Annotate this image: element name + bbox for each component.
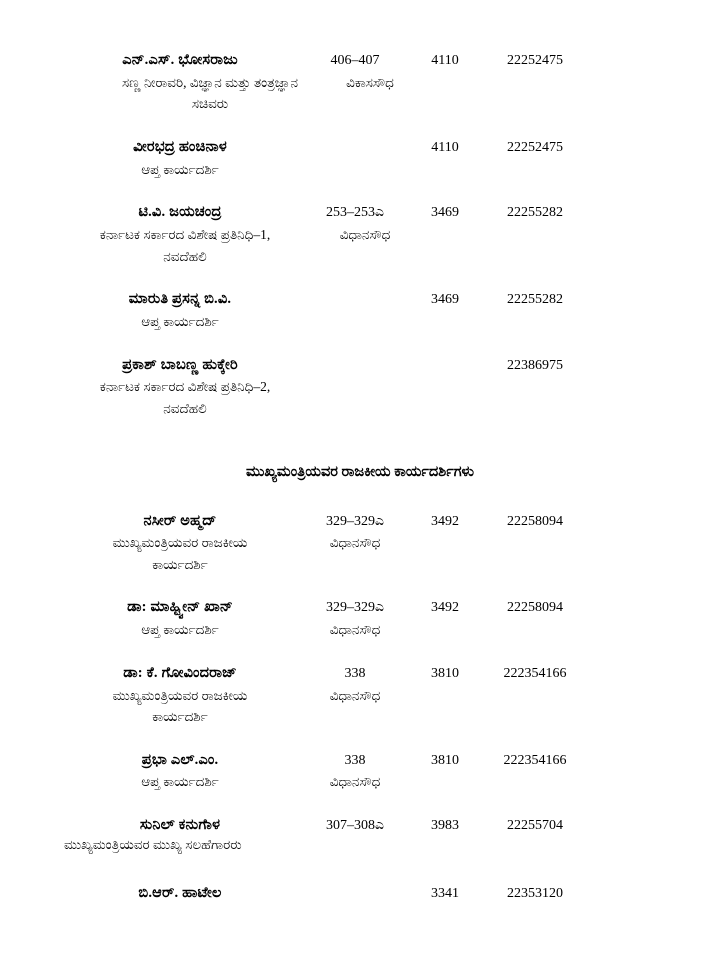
- designation-line: ಮುಖ್ಯಮಂತ್ರಿಯವರ ರಾಜಕೀಯ: [112, 687, 248, 703]
- directory-entry: [60, 883, 660, 905]
- entry-detail-row: [60, 837, 660, 853]
- spacer: [60, 575, 660, 597]
- designation: ಆಪ್ತ ಕಾರ್ಯದರ್ಶಿ: [141, 161, 219, 177]
- phone-number: 22255704: [507, 818, 563, 834]
- phone-number: 22353120: [507, 885, 563, 901]
- phone-number: 22252475: [507, 53, 563, 68]
- extension-number: 3492: [431, 513, 459, 529]
- person-name: ನಸೀರ್ ಅಹ್ಮದ್: [143, 512, 217, 529]
- entry-detail-row: [60, 376, 660, 419]
- entry-detail-row: [60, 72, 660, 115]
- directory-entry: [60, 750, 660, 793]
- person-name: ಪ್ರಭಾ ಎಲ್.ಎಂ.: [141, 751, 219, 768]
- directory-entry: [60, 137, 660, 180]
- room-number: 253–253ಎ: [326, 205, 384, 221]
- spacer: [60, 728, 660, 750]
- extension-number: 3469: [431, 292, 459, 308]
- entry-header-row: [60, 202, 660, 224]
- spacer: [60, 180, 660, 202]
- directory-entry: [60, 663, 660, 728]
- building-name: ವಿಧಾನಸೌಧ: [329, 774, 381, 790]
- designation: ಆಪ್ತ ಕಾರ್ಯದರ್ಶಿ: [141, 774, 219, 790]
- entry-header-row: [60, 511, 660, 533]
- entry-header-row: [60, 50, 660, 72]
- person-name: ಪ್ರಕಾಶ್ ಬಾಬಣ್ಣ ಹುಕ್ಕೇರಿ: [122, 356, 238, 373]
- designation: [60, 532, 300, 575]
- entry-header-row: [60, 289, 660, 311]
- directory-entry: [60, 202, 660, 267]
- directory-entry: [60, 289, 660, 332]
- extension-number: 3983: [431, 818, 459, 834]
- designation-line: ನವದೆಹಲಿ: [163, 248, 207, 264]
- phone-number: 22258094: [507, 600, 563, 616]
- room-number: 329–329ಎ: [326, 513, 384, 529]
- entry-header-row: [60, 137, 660, 159]
- person-name: ಎನ್.ಎಸ್. ಭೋಸರಾಜು: [122, 52, 238, 68]
- designation-line: ನವದೆಹಲಿ: [163, 400, 207, 416]
- designation-line: ಕಾರ್ಯದರ್ಶಿ: [152, 556, 208, 572]
- person-name: ವೀರಭದ್ರ ಹಂಚಿನಾಳ: [133, 138, 227, 155]
- spacer: [60, 333, 660, 355]
- entry-detail-row: [60, 685, 660, 728]
- building-name: ವಿಕಾಸಸೌಧ: [346, 74, 394, 90]
- entry-header-row: [60, 750, 660, 772]
- building-name: ವಿಧಾನಸೌಧ: [329, 535, 381, 551]
- building-name: ವಿಧಾನಸೌಧ: [329, 622, 381, 638]
- designation-line: ಸಚಿವರು: [191, 96, 229, 112]
- designation: ಆಪ್ತ ಕಾರ್ಯದರ್ಶಿ: [141, 622, 219, 638]
- person-name: ಮಾರುತಿ ಪ್ರಸನ್ನ ಬಿ.ವಿ.: [128, 291, 232, 308]
- spacer: [60, 115, 660, 137]
- room-number: 329–329ಎ: [326, 600, 384, 616]
- phone-number: 222354166: [503, 665, 567, 681]
- directory-entry: [60, 597, 660, 640]
- person-name: ಡಾ: ಕೆ. ಗೋವಿಂದರಾಜ್: [123, 664, 237, 681]
- entry-header-row: [60, 663, 660, 685]
- extension-number: 3469: [431, 205, 459, 221]
- entry-detail-row: [60, 311, 660, 333]
- entry-header-row: [60, 597, 660, 619]
- phone-number: 22258094: [507, 513, 563, 529]
- person-name: ಡಾ: ಮಾಹ್ಟ್ವೀನ್ ಖಾನ್: [127, 599, 233, 616]
- spacer: [60, 793, 660, 815]
- room-number: 406–407: [330, 53, 380, 68]
- directory-entry: [60, 815, 660, 853]
- entry-detail-row: [60, 224, 660, 267]
- designation: [60, 224, 310, 267]
- person-name: ಬಿ.ಆರ್. ಹಾಟೇಲ: [138, 884, 222, 901]
- designation: [60, 376, 310, 419]
- spacer: [60, 641, 660, 663]
- extension-number: 4110: [431, 139, 459, 155]
- phone-number: 222354166: [503, 752, 567, 768]
- room-number: 307–308ಎ: [326, 818, 384, 834]
- designation: ಆಪ್ತ ಕಾರ್ಯದರ್ಶಿ: [141, 313, 219, 329]
- entry-header-row: [60, 815, 660, 837]
- spacer: [60, 450, 660, 464]
- designation-line: ಕಾರ್ಯದರ್ಶಿ: [152, 709, 208, 725]
- extension-number: 4110: [431, 53, 459, 68]
- spacer: [60, 267, 660, 289]
- extension-number: 3810: [431, 665, 459, 681]
- building-name: ವಿಧಾನಸೌಧ: [339, 227, 391, 243]
- spacer: [60, 853, 660, 883]
- entry-detail-row: [60, 771, 660, 793]
- directory-entry: [60, 355, 660, 420]
- entry-header-row: [60, 883, 660, 905]
- extension-number: 3810: [431, 752, 459, 768]
- designation-line: ಮುಖ್ಯಮಂತ್ರಿಯವರ ರಾಜಕೀಯ: [112, 535, 248, 551]
- designation-line: ಸಣ್ಣ ನೀರಾವರಿ, ವಿಜ್ಞಾನ ಮತ್ತು ತಂತ್ರಜ್ಞಾನ: [121, 74, 299, 90]
- spacer: [60, 420, 660, 450]
- extension-number: 3341: [431, 885, 459, 901]
- phone-number: 22255282: [507, 205, 563, 221]
- spacer: [60, 481, 660, 511]
- entry-header-row: [60, 355, 660, 377]
- designation: [60, 685, 300, 728]
- person-name: ಸುನಿಲ್ ಕನುಗೆಾಳ: [139, 817, 221, 834]
- entry-detail-row: [60, 532, 660, 575]
- phone-number: 22252475: [507, 139, 563, 155]
- directory-entry: [60, 511, 660, 576]
- entry-detail-row: [60, 159, 660, 181]
- designation-line: ಕರ್ನಾಟಕ ಸರ್ಕಾರದ ವಿಶೇಷ ಪ್ರತಿನಿಧಿ–2,: [99, 379, 271, 395]
- phone-number: 22386975: [507, 357, 563, 373]
- designation-line: ಕರ್ನಾಟಕ ಸರ್ಕಾರದ ವಿಶೇಷ ಪ್ರತಿನಿಧಿ–1,: [99, 227, 271, 243]
- phone-number: 22255282: [507, 292, 563, 308]
- room-number: 338: [344, 665, 366, 681]
- designation: ಮುಖ್ಯಮಂತ್ರಿಯವರ ಮುಖ್ಯ ಸಲಹೆಗಾರರು: [64, 836, 242, 852]
- building-name: ವಿಧಾನಸೌಧ: [329, 687, 381, 703]
- entry-detail-row: [60, 619, 660, 641]
- room-number: 338: [344, 752, 366, 768]
- person-name: ಟಿ.ವಿ. ಜಯಚಂದ್ರ: [138, 204, 222, 221]
- section-heading: ಮುಖ್ಯಮಂತ್ರಿಯವರ ರಾಜಕೀಯ ಕಾರ್ಯದರ್ಶಿಗಳು: [245, 463, 475, 480]
- extension-number: 3492: [431, 600, 459, 616]
- directory-entry: [60, 50, 660, 115]
